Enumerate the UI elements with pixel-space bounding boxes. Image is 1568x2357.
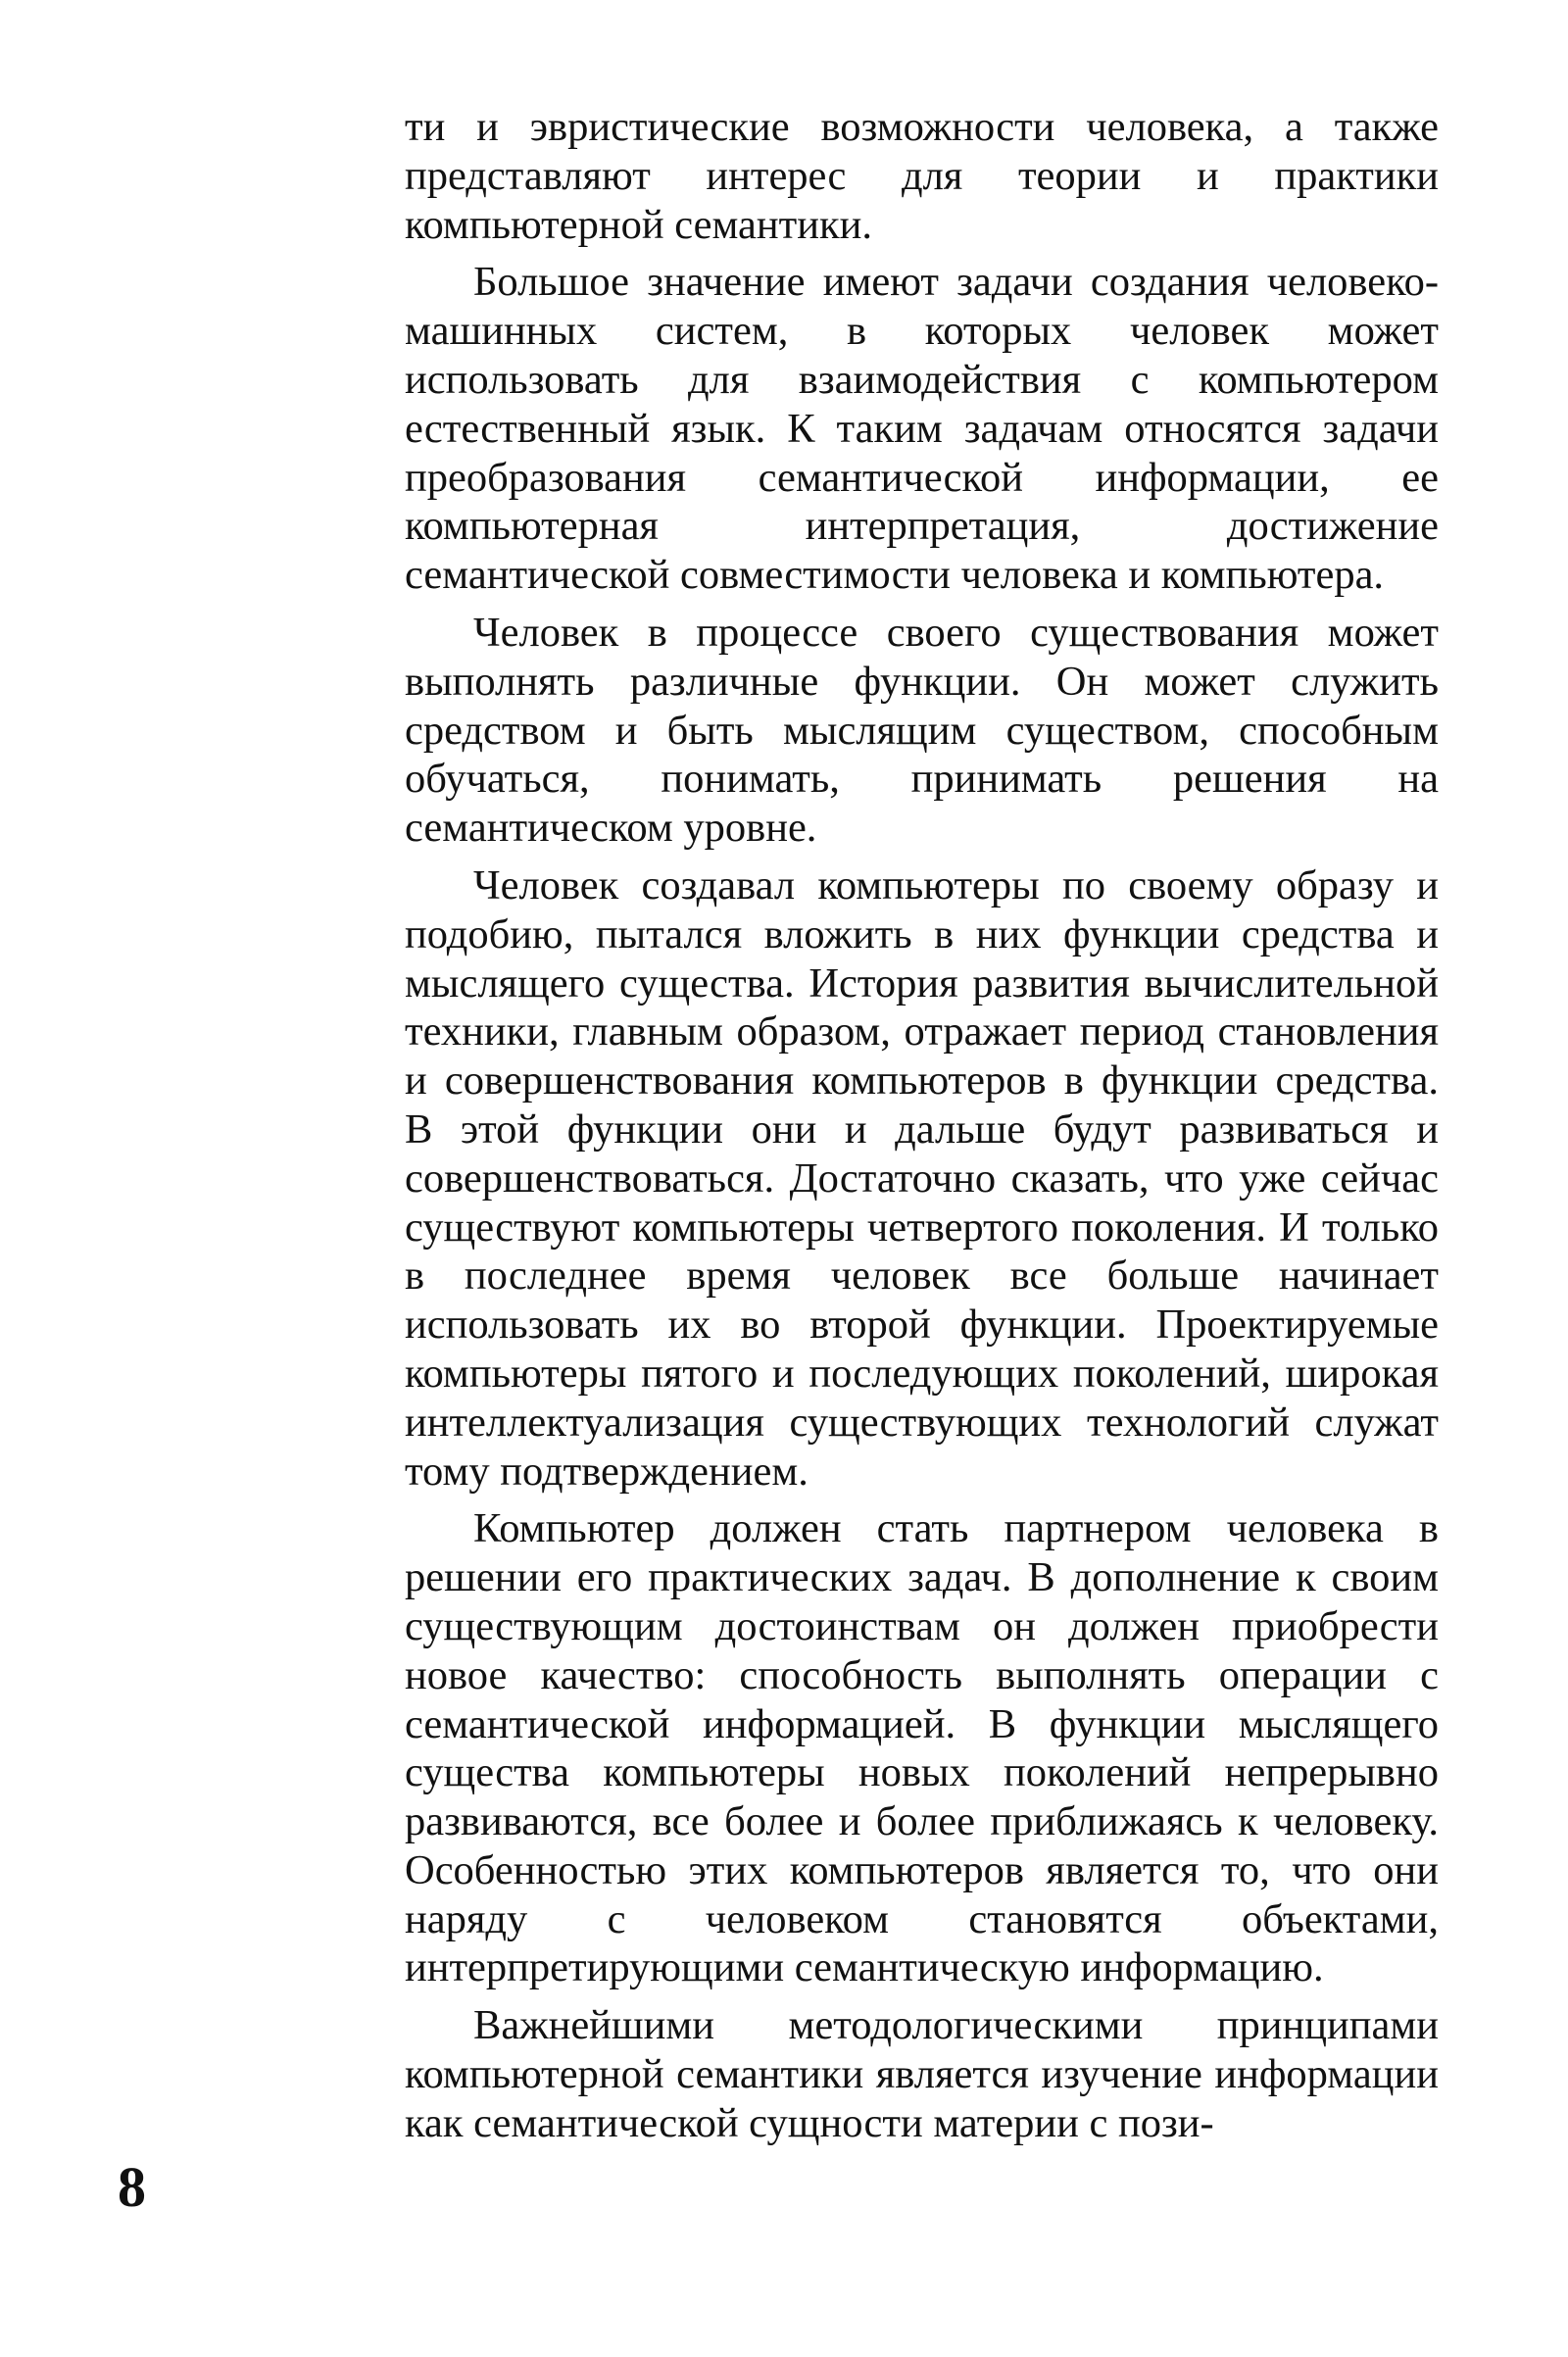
paragraph-2: Большое значение имеют задачи создания человеко-машинных систем, в которых человек может использовать для взаимодействия с компьютером естественный язык. К таким задачам относятся задачи преобразования семантической информации, ее компьютерная интерпретация, достижение семантической совместимости человека и компьютера. [405,259,1439,599]
paragraph-3: Человек в процессе своего существования может выполнять различные функции. Он может служить средством и быть мыслящим существом, способным обучаться, понимать, принимать решения на семантическом уровне. [405,609,1439,852]
body-text [405,103,1439,2148]
page-number: 8 [118,2155,146,2219]
paragraph-4: Человек создавал компьютеры по своему образу и подобию, пытался вложить в них функции средства и мыслящего существа. История развития вычислительной техники, главным образом, отражает период становления и совершенствования компьютеров в функции средства. В этой функции они и дальше будут развиваться и совершенствоваться. Достаточно сказать, что уже сейчас существуют компьютеры четвертого поколения. И только в последнее время человек все больше начинает использовать их во второй функции. Проектируемые компьютеры пятого и последующих поколений, широкая интеллектуализация существующих технологий служат тому подтверждением. [405,861,1439,1495]
paragraph-6: Важнейшими методологическими принципами компьютерной семантики является изучение информации как семантической сущности материи с пози- [405,2002,1439,2146]
paragraph-5: Компьютер должен стать партнером человека в решении его практических задач. В дополнение к своим существующим достоинствам он должен приобрести новое качество: способность выполнять операции с семантической информацией. В функции мыслящего существа компьютеры новых поколений непрерывно развиваются, все более и более приближаясь к человеку. Особенностью этих компьютеров является то, что они наряду с человеком становятся объектами, интерпретирующими семантическую информацию. [405,1505,1439,1991]
paragraph-1: ти и эвристические возможности человека, а также представляют интерес для теории и практики компьютерной семантики. [405,104,1439,248]
